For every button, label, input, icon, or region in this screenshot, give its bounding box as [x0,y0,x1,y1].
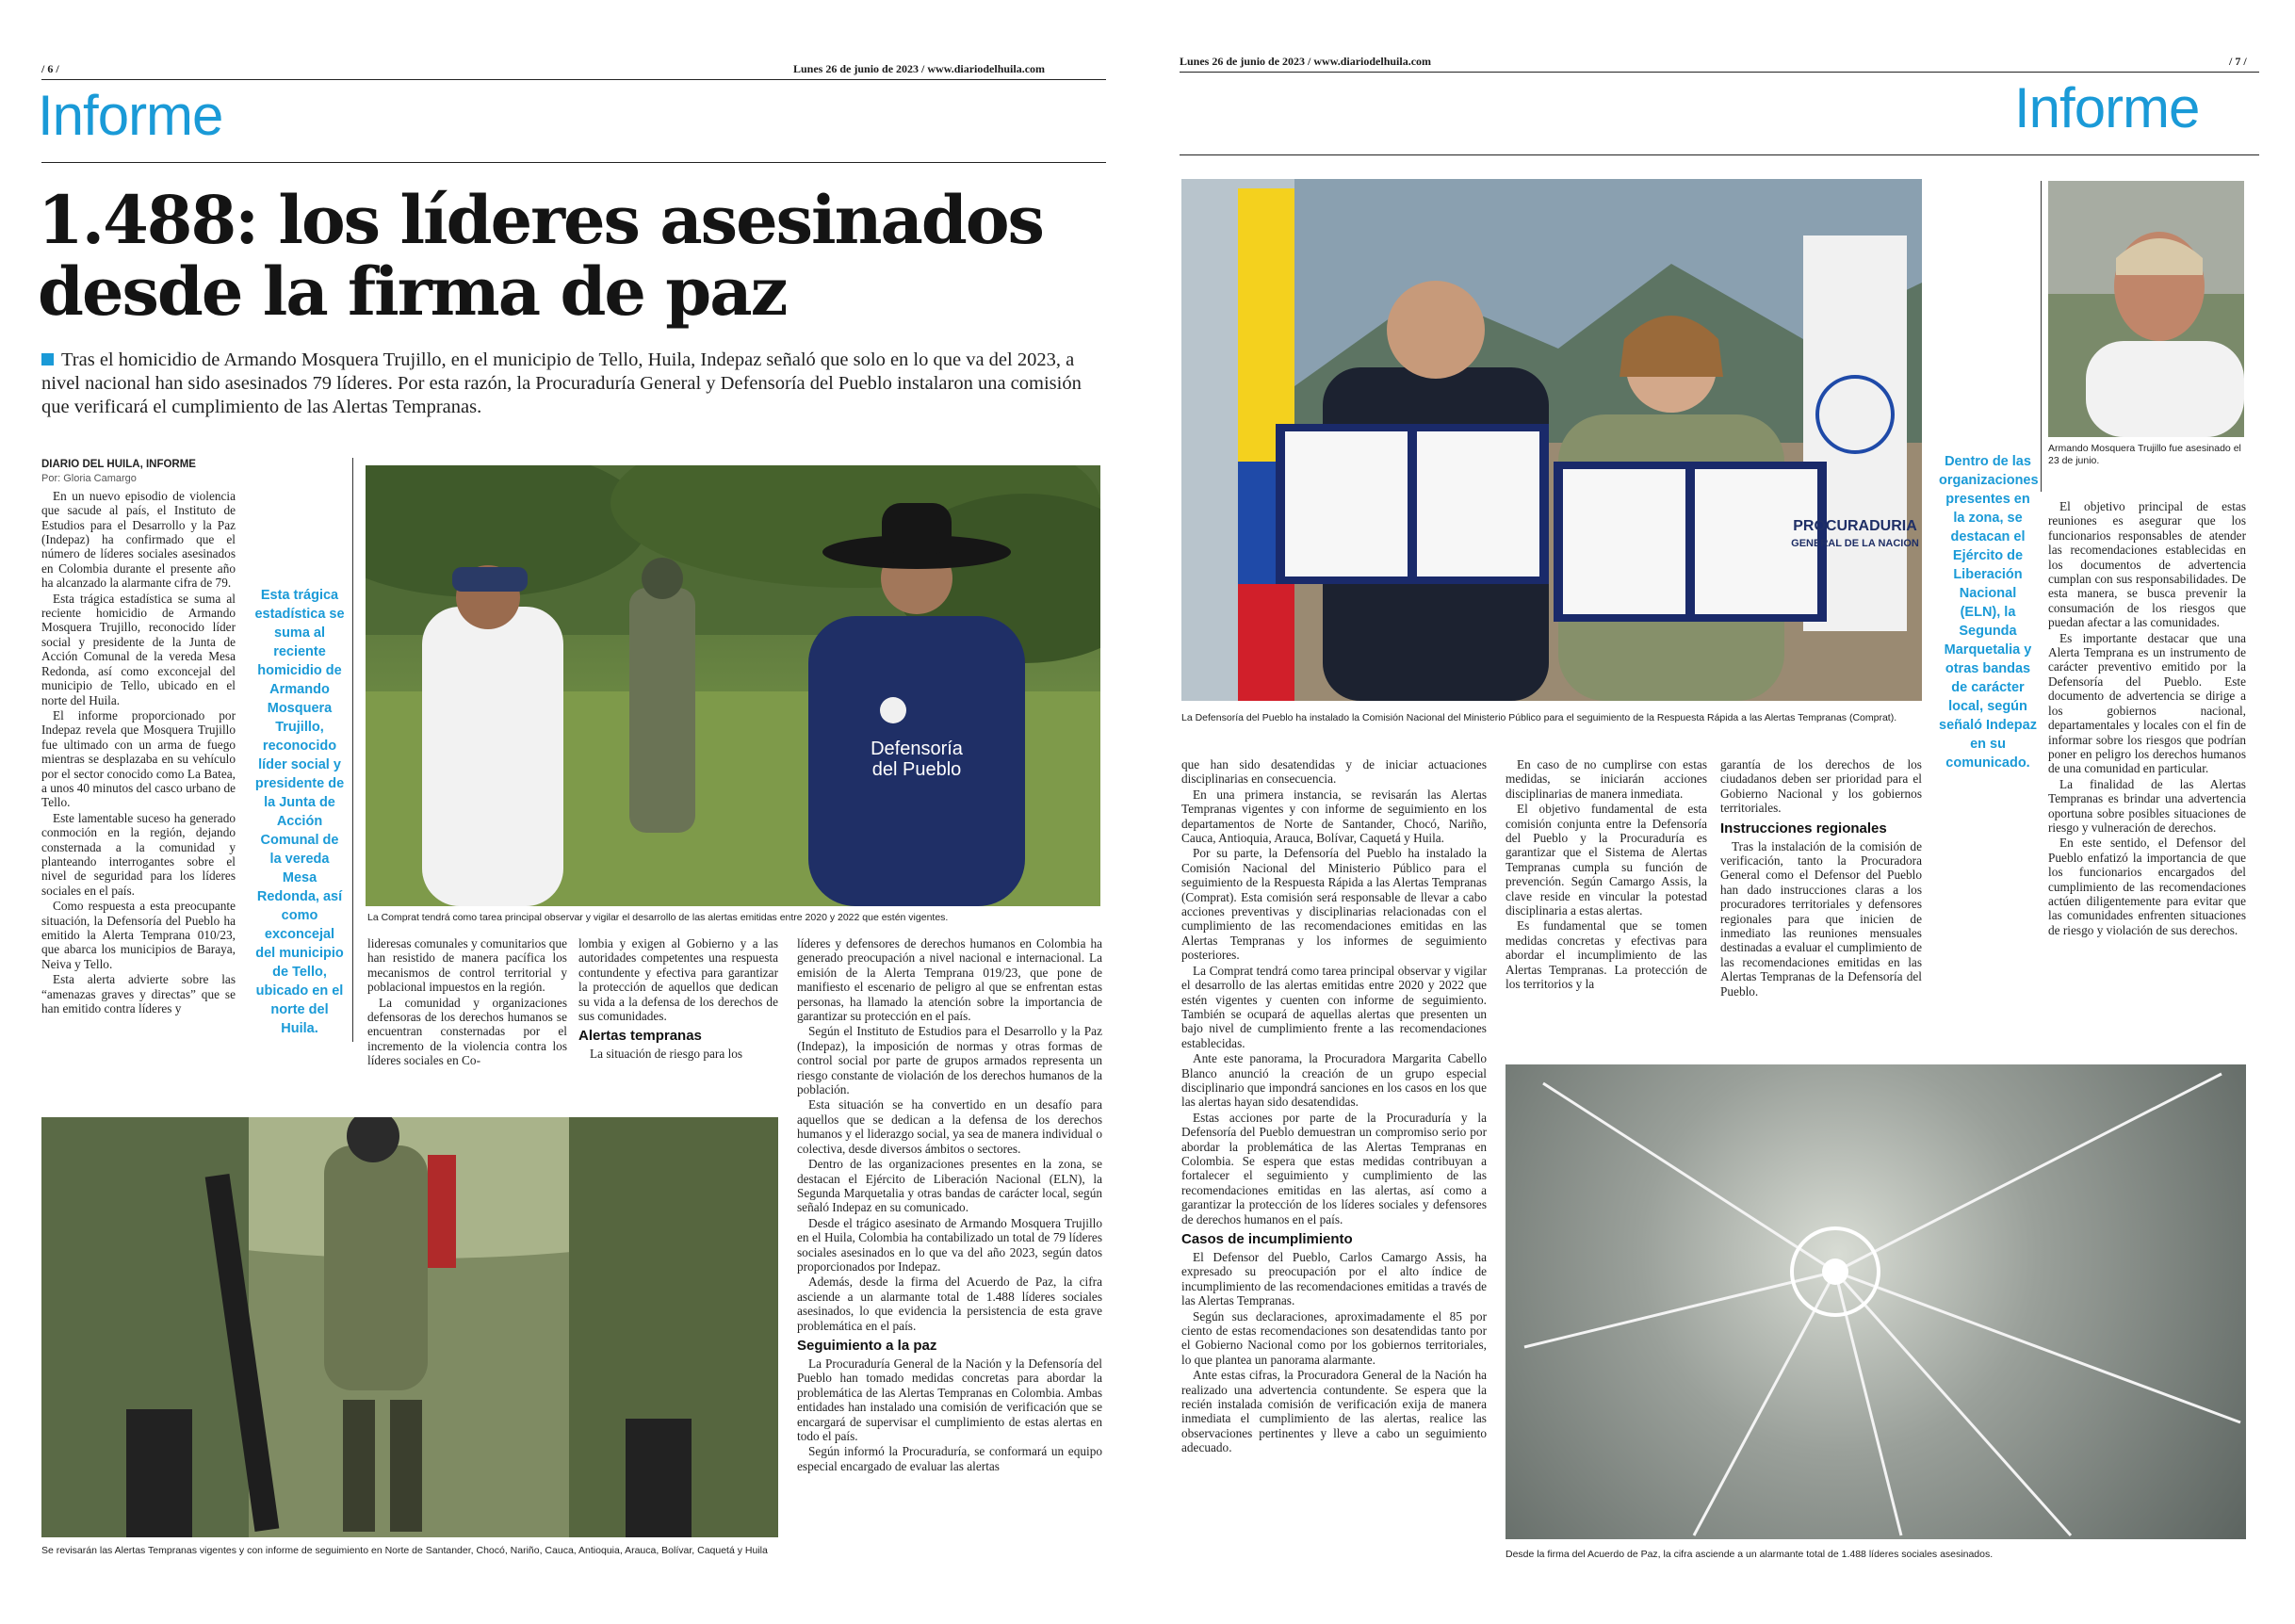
paragraph: Ante este panorama, la Procuradora Margarita Cabello Blanco anunció la creación de un grupo especial disciplinario que impondrá sanciones en los casos en los que las alertas hayan sido desatendidas. [1181,1051,1487,1110]
paragraph: La Procuraduría General de la Nación y la Defensoría del Pueblo han tomado medidas concretas para abordar la problemática de las Alertas Tempranas en Colombia. Ambas entidades han instalado una comisión de verificación que se encargará de supervisar el cumplimiento de estas alertas en todo el país. [797,1356,1102,1443]
author: Por: Gloria Camargo [41,473,137,485]
paragraph: El informe proporcionado por Indepaz revela que Mosquera Trujillo fue ultimado con un arma de fuego mientras se desplazaba en su vehículo por el sector conocido como La Batea, a unos 40 minutos del casco urbano de Tello. [41,707,236,810]
article-column-1 [41,458,236,1016]
paragraph: Según informó la Procuraduría, se conformará un equipo especial encargado de evaluar las alertas [797,1444,1102,1473]
headline-line-1: 1.488: los líderes asesinados [38,181,1043,259]
paragraph: Según el Instituto de Estudios para el Desarrollo y la Paz (Indepaz), la imposición de normas y otras formas de control social por parte de grupos armados representa un riesgo constante de violación de los derechos humanos de la población. [797,1024,1102,1097]
paragraph: El objetivo principal de estas reuniones es asegurar que los funcionarios responsables de atender las recomendaciones establecidas en los documentos de advertencia cumplan con sus responsabilidades. De esta manera, se busca prevenir la consumación de los riesgos que puedan afectar a las comunidades. [2048,499,2246,630]
bullet-icon [41,353,54,365]
paragraph: En un nuevo episodio de violencia que sacude al país, el Instituto de Estudios para el Desarrollo y la Paz (Indepaz) ha confirmado que el número de líderes sociales asesinados en Colombia durante el presente año ha alcanzado la alarmante cifra de 79. [41,488,236,591]
paragraph: Como respuesta a esta preocupante situación, la Defensoría del Pueblo ha emitido la Alerta Temprana 010/23, que abarca los municipios de Baraya, Neiva y Tello. [41,899,236,971]
vest-text-1: Defensoría [871,739,963,759]
portrait-photo [2048,181,2244,437]
paragraph: La situación de riesgo para los [590,1047,743,1062]
lead-paragraph [41,349,1112,419]
byline: DIARIO DEL HUILA, INFORME [41,459,196,470]
photo1-caption: La Comprat tendrá como tarea principal observar y vigilar el desarrollo de las alertas emitidas entre 2020 y 2022 que estén vigentes. [367,912,949,923]
paragraph: Por su parte, la Defensoría del Pueblo ha instalado la Comisión Nacional del Ministerio Público para el seguimiento de la Respuesta Rápida a las Alertas Tempranas (Comprat). Esta comisión será responsable de llevar a cabo acciones preventivas y disciplinarias relacionadas con el cumplimiento de las recomendaciones emitidas en las Alertas Tempranas y los informes de seguimiento posteriores. [1181,846,1487,963]
paragraph: Es fundamental que se tomen medidas concretas y efectivas para abordar el incumplimiento de las Alertas Tempranas. La protección de los territorios y la [1506,918,1707,992]
column-divider [352,458,353,1042]
article-column-4 [797,936,1102,1474]
seal-text-2: GENERAL DE LA NACION [1791,538,1919,549]
broken-glass-illustration [1506,1064,2246,1539]
paragraph: Esta trágica estadística se suma al reciente homicidio de Armando Mosquera Trujillo, reconocido líder social y presidente de la Junta de Acción Comunal de la vereda Mesa Redonda, así como exconcejal del municipio de Tello, ubicado en el norte del Huila. [41,591,236,707]
subhead-casos: Casos de incumplimiento [1181,1231,1353,1247]
article-column-r2 [1506,757,1707,993]
paragraph: Ante estas cifras, la Procuradora General de la Nación ha realizado una advertencia contundente. Se espera que la recién instalada comisión de verificación exija de manera inmediata el cumplimiento de las alertas, realice las observaciones pertinentes y lleve a cabo un seguimiento adecuado. [1181,1368,1487,1455]
pull-quote: Esta trágica estadística se suma al reciente homicidio de Armando Mosquera Trujillo, reconocido líder social y presidente de la Junta de Acción Comunal de la vereda Mesa Redonda, así como exconcejal del municipio de Tello, ubicado en el norte del Huila. [254,588,345,1036]
field-scene-illustration [366,465,1100,906]
article-column-r3 [1720,757,1922,999]
paragraph: Esta situación se ha convertido en un desafío para aquellos que se dedican a la defensa de los derechos humanos y el liderazgo social, ya sea de manera individual o colectiva, desde diversos ámbitos o sectores. [797,1097,1102,1156]
paragraph: El objetivo fundamental de esta comisión conjunta entre la Defensoría del Pueblo y la Procuraduría es garantizar que el Sistema de Alertas Tempranas cumpla su función de prevención. Según Camargo Assis, la clave reside en vincular la potestad disciplinaria a estas alertas. [1506,802,1707,918]
date-site: Lunes 26 de junio de 2023 / www.diariodelhuila.com [1180,55,1432,68]
headline [38,181,1112,331]
page-number: / 6 / [41,62,59,75]
subhead-seguimiento: Seguimiento a la paz [797,1337,937,1354]
paragraph: El Defensor del Pueblo, Carlos Camargo Assis, ha expresado su preocupación por el alto índice de incumplimiento de las recomendaciones emitidas a través de las Alertas Tempranas. [1181,1250,1487,1308]
paragraph: La finalidad de las Alertas Tempranas es brindar una advertencia oportuna sobre posibles situaciones de riesgo y vulneración de derechos. [2048,776,2246,835]
paragraph: que han sido desatendidas y de iniciar actuaciones disciplinarias en consecuencia. [1181,757,1487,787]
paragraph: En una primera instancia, se revisarán las Alertas Tempranas vigentes y con informe de seguimiento en los departamentos de Norte de Santander, Chocó, Nariño, Cauca, Antioquia, Arauca, Bolívar, Caquetá y Huila. [1181,787,1487,846]
photo-armed-group [41,1117,778,1537]
paragraph: Dentro de las organizaciones presentes en la zona, se destacan el Ejército de Liberación Nacional (ELN), la Segunda Marquetalia y otras bandas de carácter local, según señaló Indepaz en su comunicado. [797,1157,1102,1215]
date-site: Lunes 26 de junio de 2023 / www.diariodelhuila.com [793,62,1046,75]
column-divider [2041,181,2042,492]
photo2-caption: Se revisarán las Alertas Tempranas vigentes y con informe de seguimiento en Norte de Santander, Chocó, Nariño, Cauca, Antioquia, Arauca, Bolívar, Caquetá y Huila [41,1545,768,1556]
paragraph: La Comprat tendrá como tarea principal observar y vigilar el desarrollo de las alertas emitidas entre 2020 y 2022 que estén vigentes y cuenten con informe de seguimiento. También se ocupará de aquellas alertas que presenten un bajo nivel de cumplimiento frente a las recomendaciones establecidas. [1181,963,1487,1050]
vest-text-2: del Pueblo [871,759,962,780]
paragraph: Esta alerta advierte sobre las “amenazas graves y directas” que se han emitido contra líderes y [41,972,236,1016]
page-number: / 7 / [2229,55,2247,68]
section-rule [1180,154,2259,155]
photo-broken-glass [1506,1064,2246,1539]
paragraph: lombia y exigen al Gobierno y a las autoridades competentes una respuesta contundente y efectiva para garantizar la protección de aquellos que dedican su vida a la defensa de los derechos de sus comunidades. [578,936,778,1024]
article-column-r1 [1181,757,1487,1456]
article-column-2 [367,936,567,1069]
paragraph: Según sus declaraciones, aproximadamente el 85 por ciento de estas recomendaciones son desatendidas tanto por el Gobierno Nacional como por los gobiernos territoriales, lo que plantea un panorama alarmante. [1181,1308,1487,1367]
pull-quote: Dentro de las organizaciones presentes en la zona, se destacan el Ejército de Liberación Nacional (ELN), la Segunda Marquetalia y otras bandas de carácter local, según señaló Indepaz en su comunicado. [1939,454,2039,771]
paragraph: Estas acciones por parte de la Procuraduría y la Defensoría del Pueblo demuestran un compromiso serio por abordar la problemática de las Alertas Tempranas en Colombia. Se espera que estas medidas contribuyan a fortalecer el seguimiento y cumplimiento de las recomendaciones emitidas en las alertas, así como a garantizar la protección de los líderes sociales y defensores de derechos humanos en el país. [1181,1110,1487,1226]
section-label: Informe [2014,76,2200,139]
armed-group-illustration [41,1117,778,1537]
portrait-illustration [2048,181,2244,437]
paragraph: garantía de los derechos de los ciudadanos deben ser prioridad para el Gobierno Nacional y los gobiernos territoriales. [1720,757,1922,816]
paragraph: lideresas comunales y comunitarios que han resistido de manera pacífica los mecanismos de control territorial y poblacional impuestos en la región. [367,936,567,995]
right-page [1148,0,2295,1624]
seal-text [1784,518,1922,552]
vest-logo-text [855,739,978,780]
photo-officials-signing [1181,179,1922,701]
subhead-instrucciones: Instrucciones regionales [1720,820,1887,836]
top-rule [1180,72,2259,73]
headline-line-2: desde la firma de paz [38,252,787,331]
signing-illustration [1181,179,1922,701]
paragraph: Es importante destacar que una Alerta Temprana es un instrumento de carácter preventivo emitido por la Defensoría del Pueblo. Este documento de advertencia se dirige a los gobiernos nacional, departamentales y locales con el fin de informar sobre los riesgos que podrían poner en peligro los derechos humanos de una comunidad en particular. [2048,630,2246,776]
paragraph: La comunidad y organizaciones defensoras de los derechos humanos se encuentran consternadas por el incremento de la violencia contra los líderes sociales en Co- [367,995,567,1068]
photo-field-officers [366,465,1100,906]
paragraph: líderes y defensores de derechos humanos en Colombia ha generado preocupación a nivel nacional e internacional. La emisión de la Alerta Temprana 019/23, que pone de manifiesto el escenario de peligro al que se enfrentan estas personas, ha llamado la atención sobre la importancia de garantizar su protección en el país. [797,936,1102,1024]
paragraph: Además, desde la firma del Acuerdo de Paz, la cifra asciende a un alarmante total de 1.488 líderes sociales asesinados, lo que evidencia la persistencia de esta grave problemática en el país. [797,1275,1102,1333]
section-rule [41,162,1106,163]
portrait-caption: Armando Mosquera Trujillo fue asesinado el 23 de junio. [2048,443,2241,466]
seal-text-1: PROCURADURIA [1793,518,1917,534]
article-column-side [2048,499,2246,938]
paragraph: Desde el trágico asesinato de Armando Mosquera Trujillo en el Huila, Colombia ha contabilizado un total de 79 líderes sociales asesinados en lo que va del año 2023, según datos proporcionados por Indepaz. [797,1215,1102,1274]
photo3-caption: La Defensoría del Pueblo ha instalado la Comisión Nacional del Ministerio Público para el seguimiento de la Respuesta Rápida a las Alertas Tempranas (Comprat). [1181,712,1897,723]
paragraph: Este lamentable suceso ha generado conmoción en la región, dejando consternada a la comunidad y planteando interrogantes sobre el nivel de seguridad para los líderes sociales en el país. [41,810,236,898]
subhead-alertas: Alertas tempranas [578,1028,702,1045]
paragraph: Tras la instalación de la comisión de verificación, tanto la Procuradora General como el Defensor del Pueblo han dado instrucciones claras a los procuradores territoriales y defensores regionales para que inicien de inmediato las reuniones mensuales destinadas a evaluar el cumplimiento de las recomendaciones emitidas en las Alertas Tempranas de la Defensoría del Pueblo. [1720,838,1922,999]
paragraph: En caso de no cumplirse con estas medidas, se iniciarán acciones disciplinarias de manera inmediata. [1506,757,1707,801]
article-column-3 [578,936,778,1063]
top-rule [41,79,1106,80]
photo4-caption: Desde la firma del Acuerdo de Paz, la cifra asciende a un alarmante total de 1.488 líderes sociales asesinados. [1506,1549,1994,1560]
section-label: Informe [38,84,223,147]
paragraph: En este sentido, el Defensor del Pueblo enfatizó la importancia de que los funcionarios encargados del cumplimiento de las recomendaciones actúen diligentemente para evitar que las comunidades enfrenten situaciones de riesgo y violación de sus derechos. [2048,836,2246,937]
lead-text: Tras el homicidio de Armando Mosquera Trujillo, en el municipio de Tello, Huila, Indepaz señaló que solo en lo que va del 2023, a nivel nacional han sido asesinados 79 líderes. Por esta razón, la Procuraduría General y Defensoría del Pueblo instalaron una comisión que verificará el cumplimiento de las Alertas Tempranas. [41,349,1082,417]
